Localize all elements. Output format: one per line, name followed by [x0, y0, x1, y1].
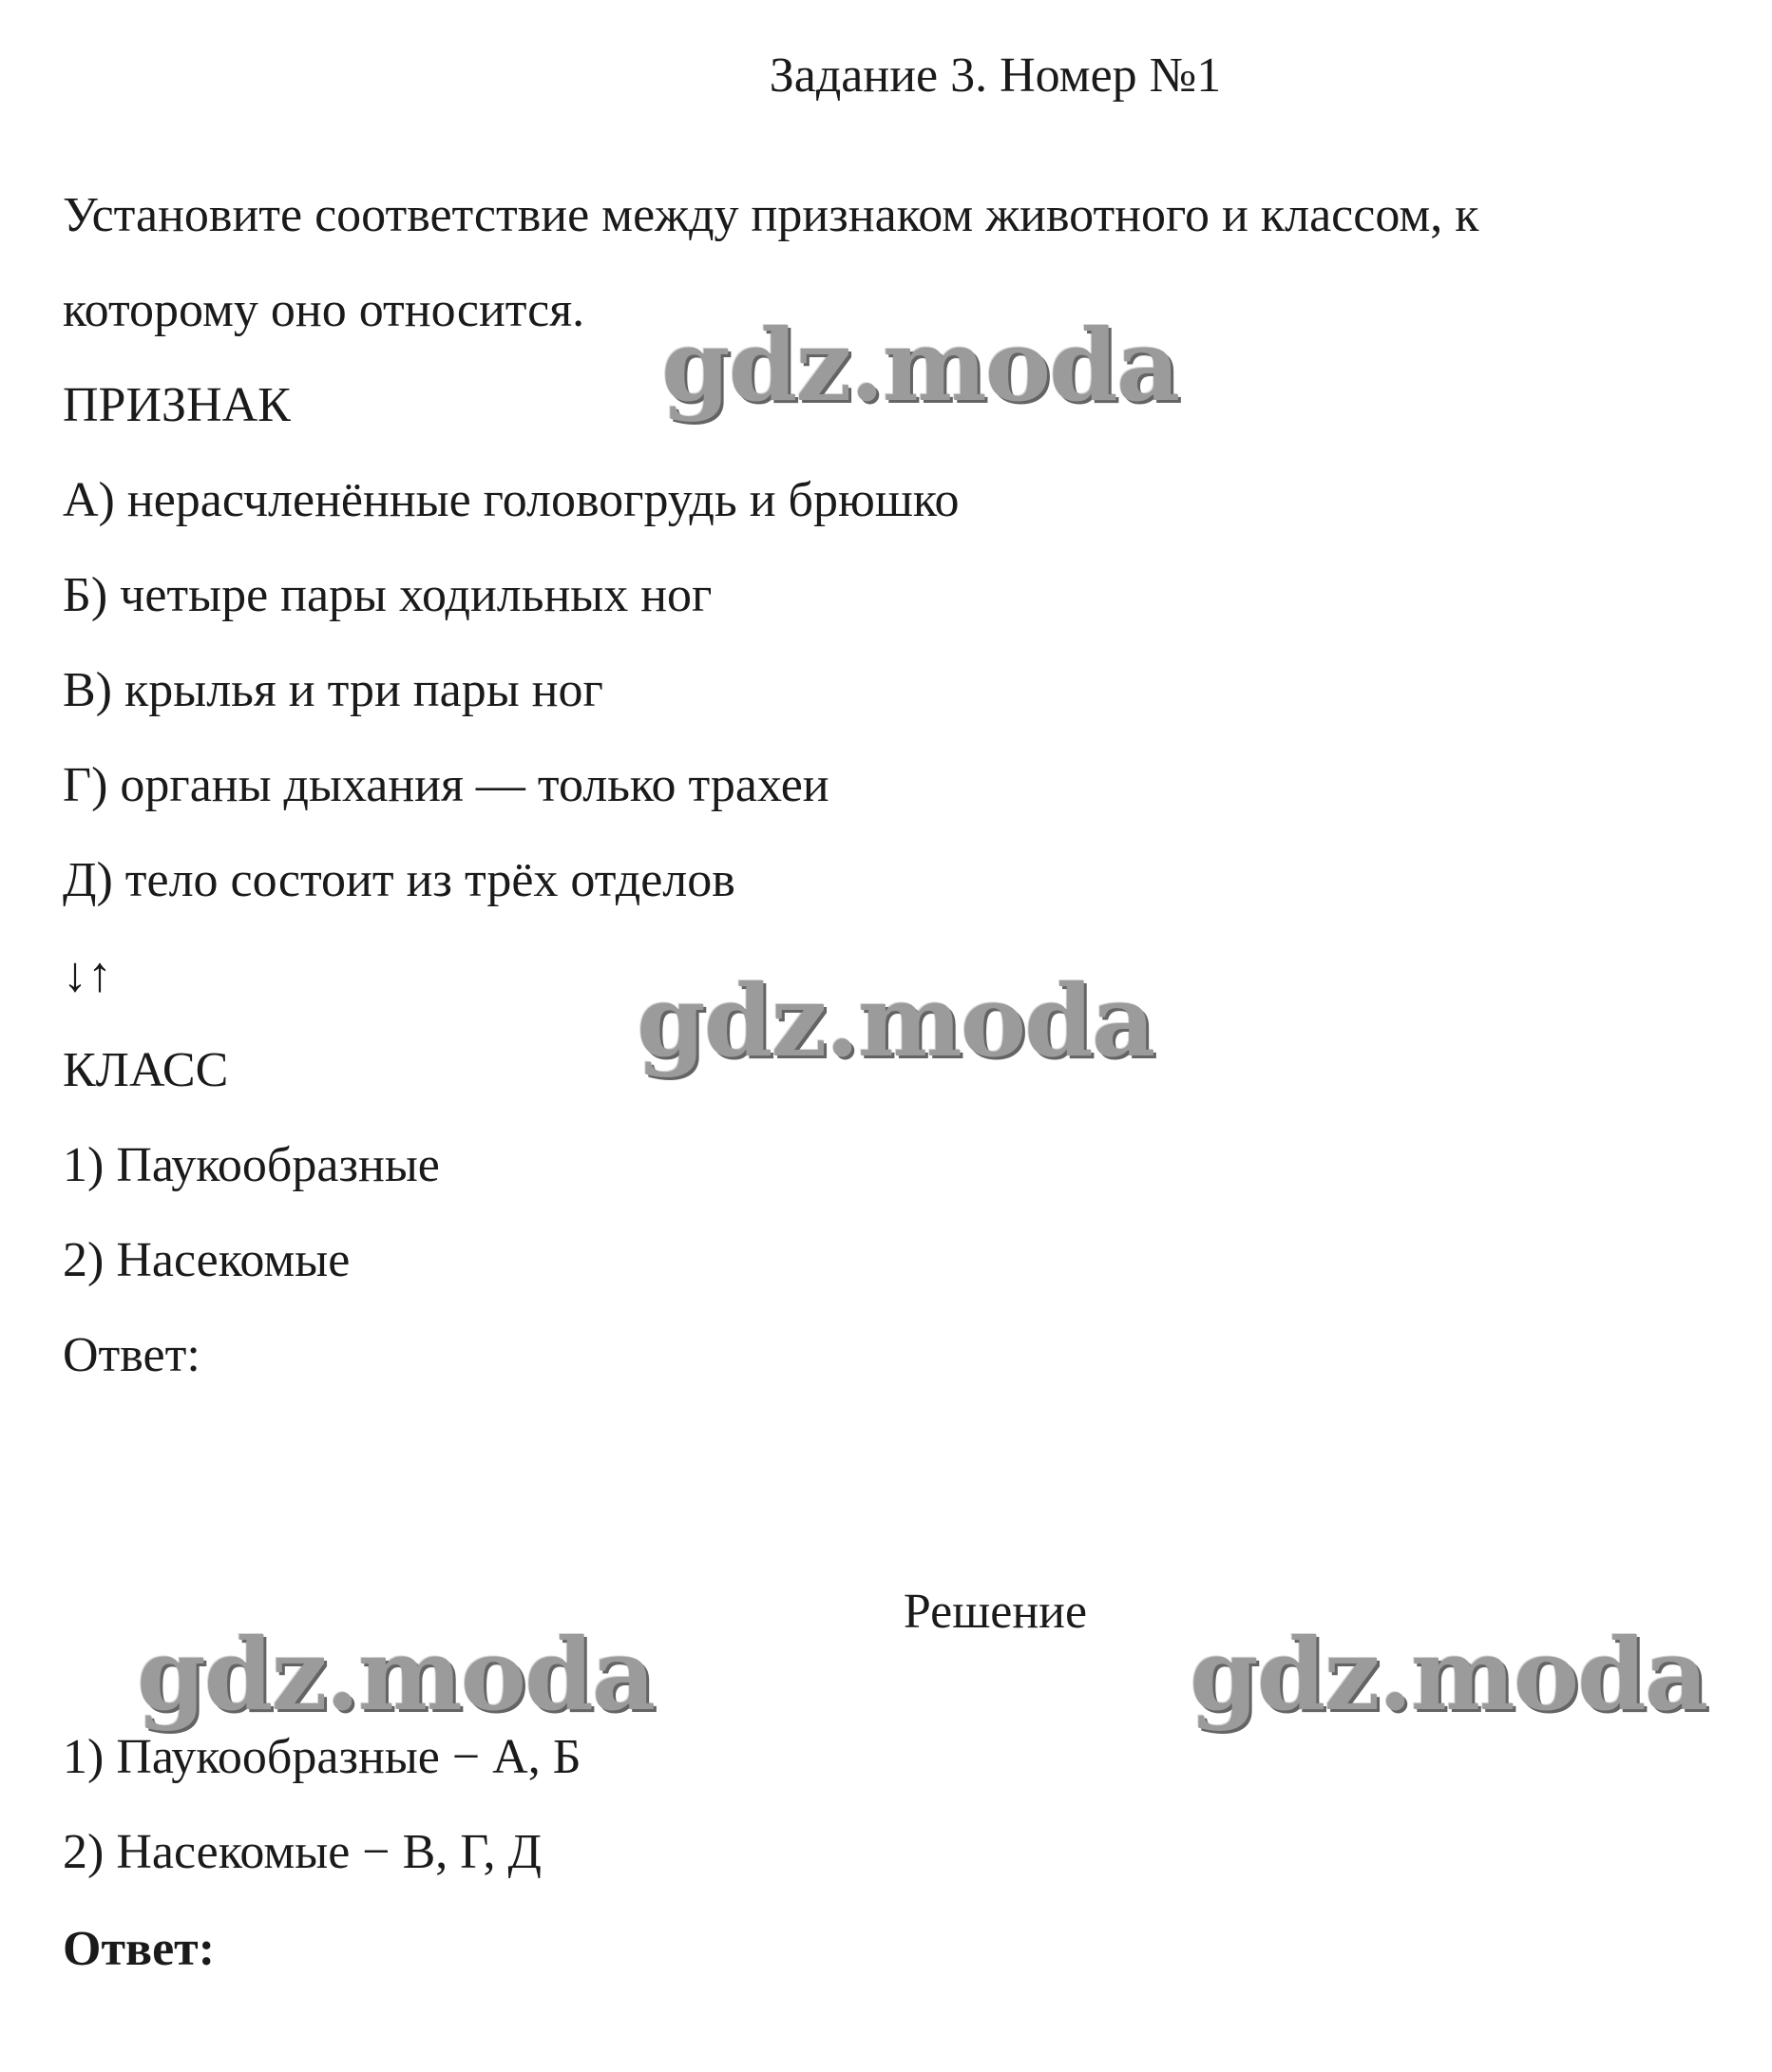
solution-title: Решение: [903, 1585, 1088, 1639]
task-answer-label: Ответ:: [63, 1328, 200, 1382]
watermark: gdz.moda: [637, 962, 1154, 1079]
classes-heading: КЛАСС: [63, 1043, 229, 1097]
solution-line-1: 1) Паукообразные − А, Б: [63, 1730, 581, 1784]
solution-answer-label: Ответ:: [63, 1922, 216, 1976]
arrows: ↓↑: [63, 948, 112, 1002]
feature-item-a: А) нерасчленённые головогрудь и брюшко: [63, 473, 960, 527]
features-heading: ПРИЗНАК: [63, 378, 291, 432]
watermark: gdz.moda: [661, 307, 1179, 424]
class-item-2: 2) Насекомые: [63, 1233, 351, 1287]
feature-item-b: Б) четыре пары ходильных ног: [63, 568, 713, 622]
watermark: gdz.moda: [1190, 1616, 1707, 1733]
solution-line-2: 2) Насекомые − В, Г, Д: [63, 1825, 542, 1879]
feature-item-v: В) крылья и три пары ног: [63, 663, 603, 717]
instruction-line-2: которому оно относится.: [63, 283, 585, 337]
page-title: Задание 3. Номер №1: [769, 48, 1222, 103]
feature-item-d: Д) тело состоит из трёх отделов: [63, 853, 735, 907]
feature-item-g: Г) органы дыхания — только трахеи: [63, 758, 829, 812]
class-item-1: 1) Паукообразные: [63, 1138, 440, 1192]
instruction-line-1: Установите соответствие между признаком животного и классом, к: [63, 188, 1479, 242]
watermark: gdz.moda: [137, 1616, 655, 1733]
